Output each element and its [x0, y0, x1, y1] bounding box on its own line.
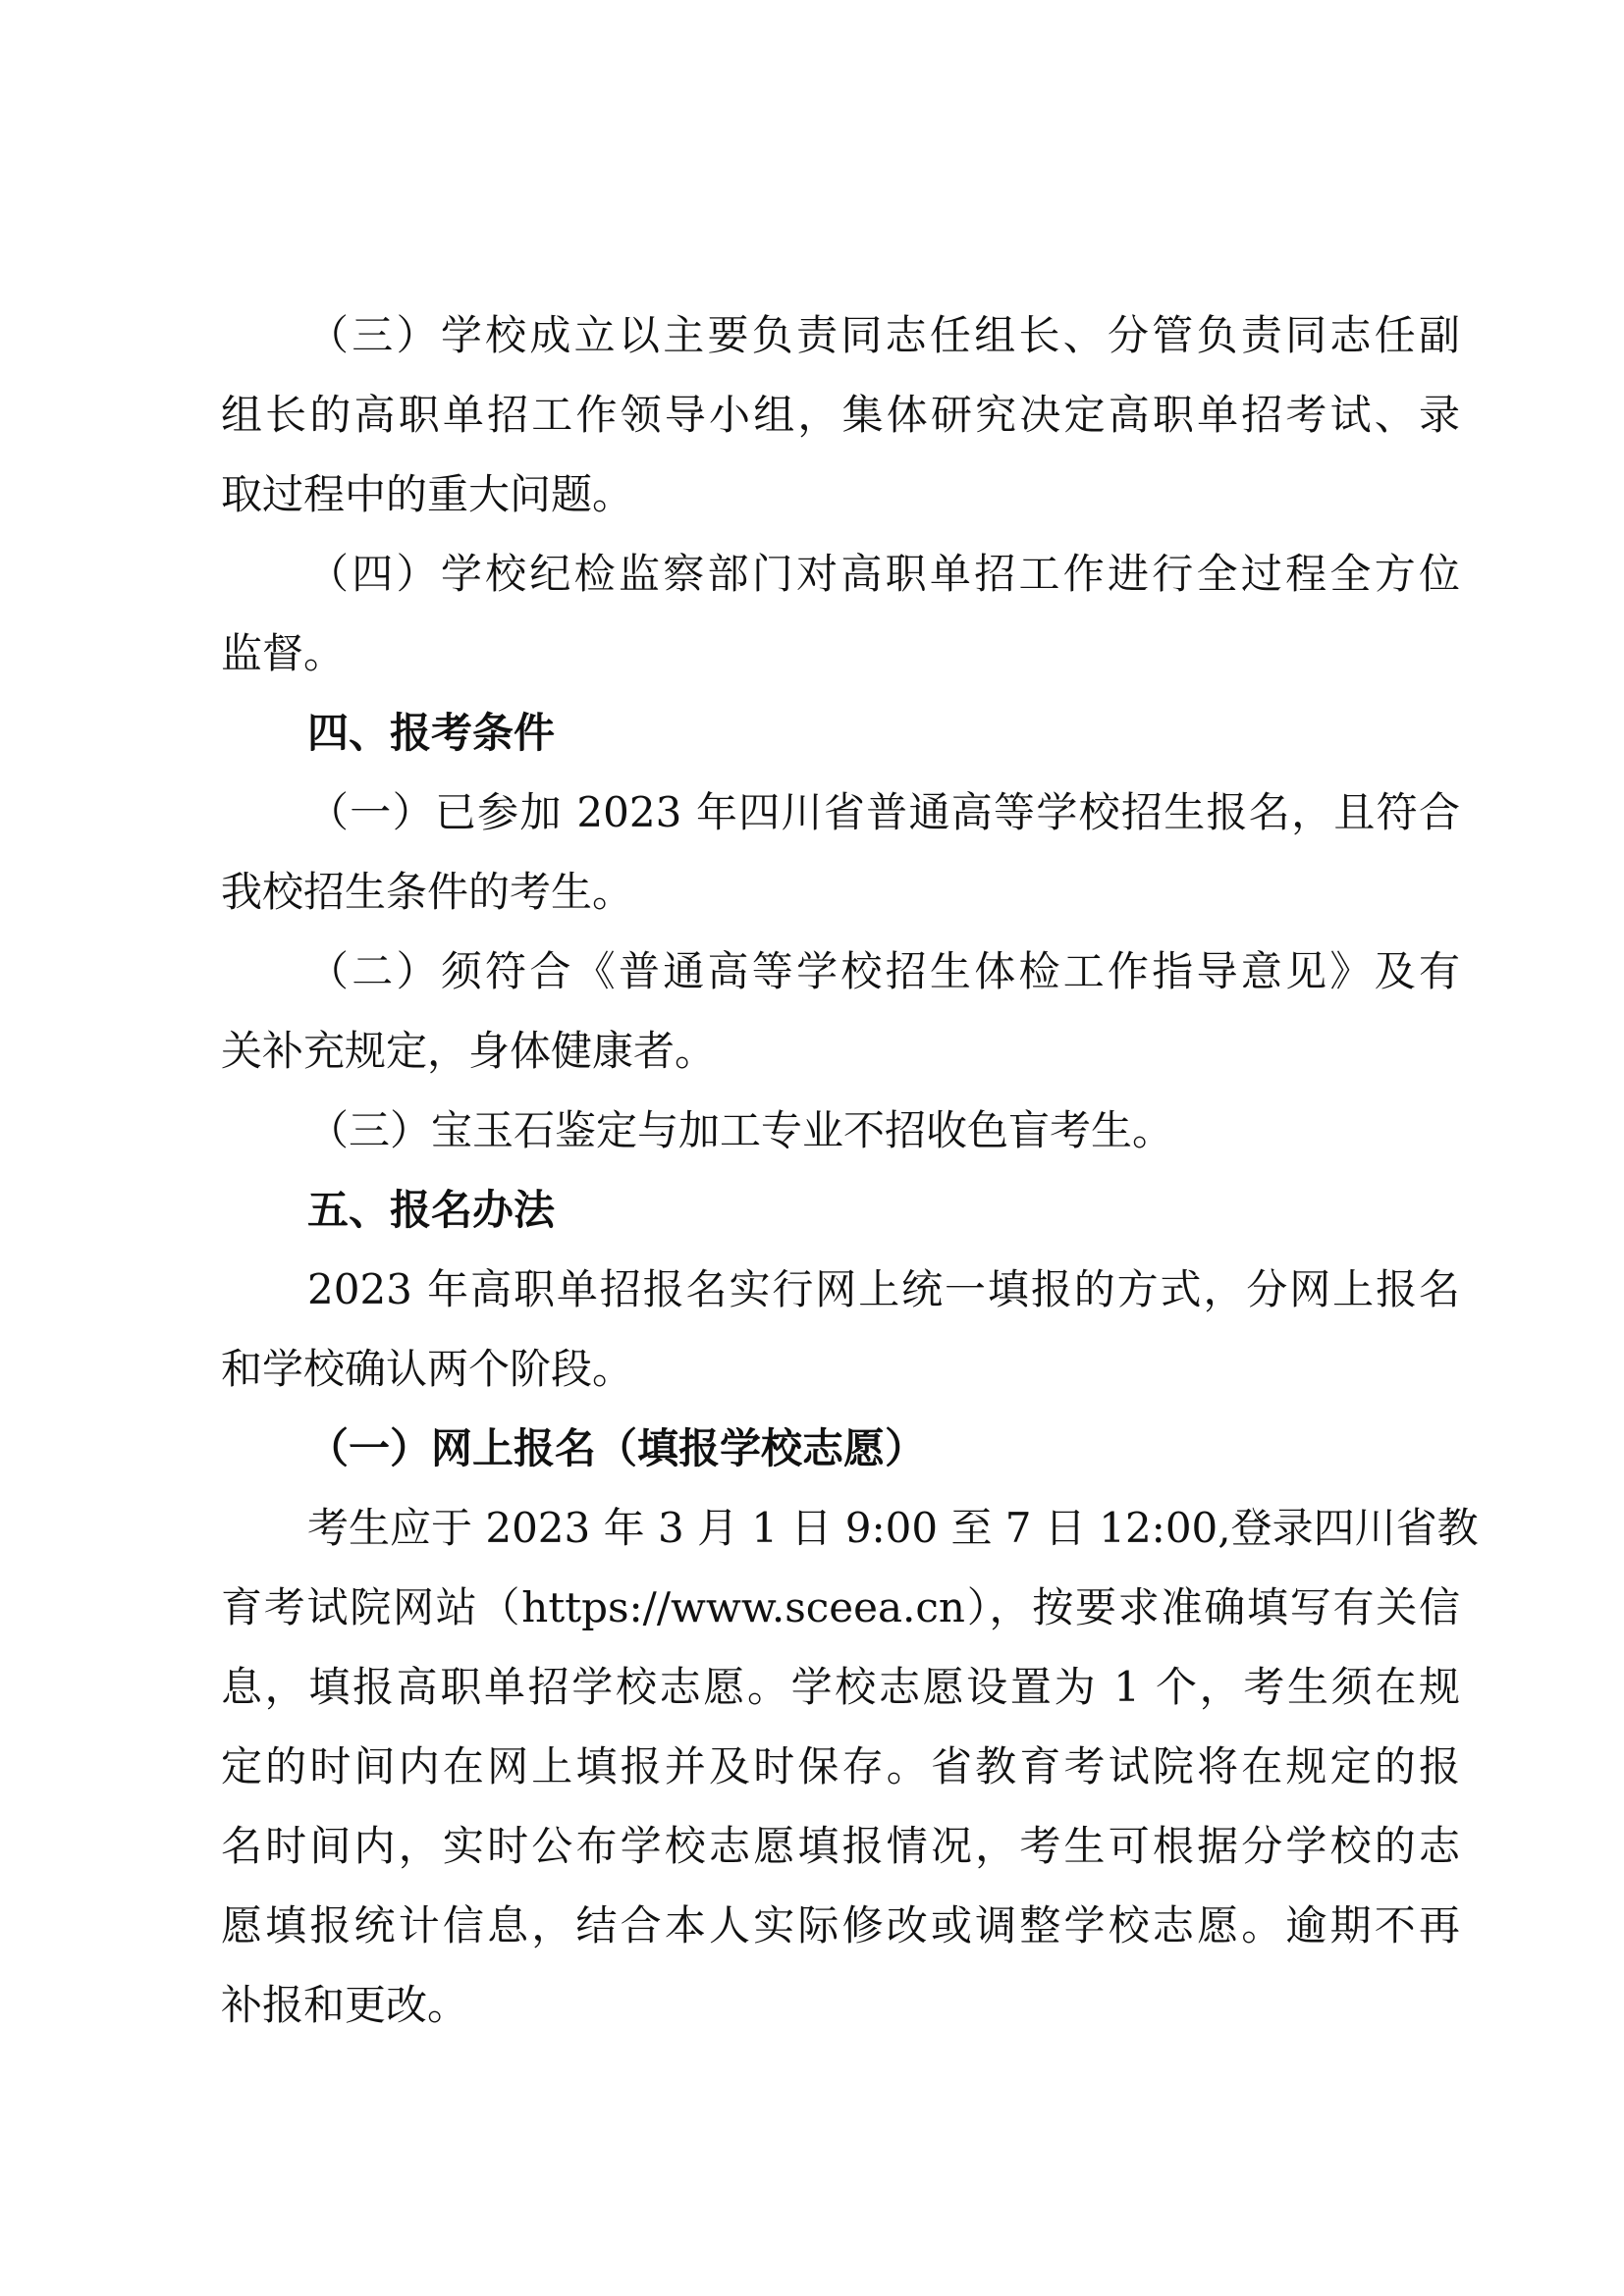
subsection-heading-online-registration [221, 1409, 1460, 1488]
paragraph-line: （三）学校成立以主要负责同志任组长、分管负责同志任副 [307, 311, 1460, 359]
paragraph-line: （二）须符合《普通高等学校招生体检工作指导意见》及有 [307, 947, 1460, 995]
paragraph-line: （四）学校纪检监察部门对高职单招工作进行全过程全方位 [307, 550, 1460, 598]
paragraph-line: （三）宝玉石鉴定与加工专业不招收色盲考生。 [307, 1106, 1174, 1154]
paragraph-line: 组长的高职单招工作领导小组，集体研究决定高职单招考试、录 [221, 391, 1460, 439]
paragraph-eligibility-2 [221, 932, 1460, 1091]
paragraph-leadership-group [221, 295, 1460, 534]
section-heading: 五、报名办法 [307, 1186, 556, 1234]
paragraph-registration-intro [221, 1250, 1460, 1409]
subsection-heading: （一）网上报名（填报学校志愿） [307, 1424, 927, 1472]
paragraph-line: 愿填报统计信息，结合本人实际修改或调整学校志愿。逾期不再 [221, 1901, 1460, 1949]
paragraph-line: 息，填报高职单招学校志愿。学校志愿设置为 1 个，考生须在规 [221, 1663, 1460, 1711]
section-heading-registration [221, 1170, 1460, 1250]
paragraph-line: 名时间内，实时公布学校志愿填报情况，考生可根据分学校的志 [221, 1822, 1460, 1870]
paragraph-line: 和学校确认两个阶段。 [221, 1345, 634, 1393]
section-heading-eligibility [221, 693, 1460, 773]
paragraph-line: 2023 年高职单招报名实行网上统一填报的方式，分网上报名 [307, 1265, 1460, 1313]
paragraph-line: 监督。 [221, 629, 346, 677]
paragraph-line: 育考试院网站（https://www.sceea.cn），按要求准确填写有关信 [221, 1583, 1460, 1631]
document-body [221, 295, 1479, 2045]
paragraph-online-registration [221, 1488, 1479, 2045]
paragraph-line: 定的时间内在网上填报并及时保存。省教育考试院将在规定的报 [221, 1742, 1460, 1790]
section-heading: 四、报考条件 [307, 709, 556, 757]
paragraph-line: 取过程中的重大问题。 [221, 470, 634, 518]
paragraph-line: 补报和更改。 [221, 1981, 469, 2029]
paragraph-line: 关补充规定，身体健康者。 [221, 1027, 717, 1075]
paragraph-supervision [221, 534, 1460, 693]
paragraph-line: 考生应于 2023 年 3 月 1 日 9:00 至 7 日 12:00,登录四川省教 [307, 1504, 1479, 1552]
paragraph-line: 我校招生条件的考生。 [221, 868, 634, 916]
paragraph-eligibility-3 [221, 1091, 1460, 1170]
paragraph-line: （一）已参加 2023 年四川省普通高等学校招生报名，且符合 [307, 788, 1460, 836]
paragraph-eligibility-1 [221, 773, 1460, 932]
